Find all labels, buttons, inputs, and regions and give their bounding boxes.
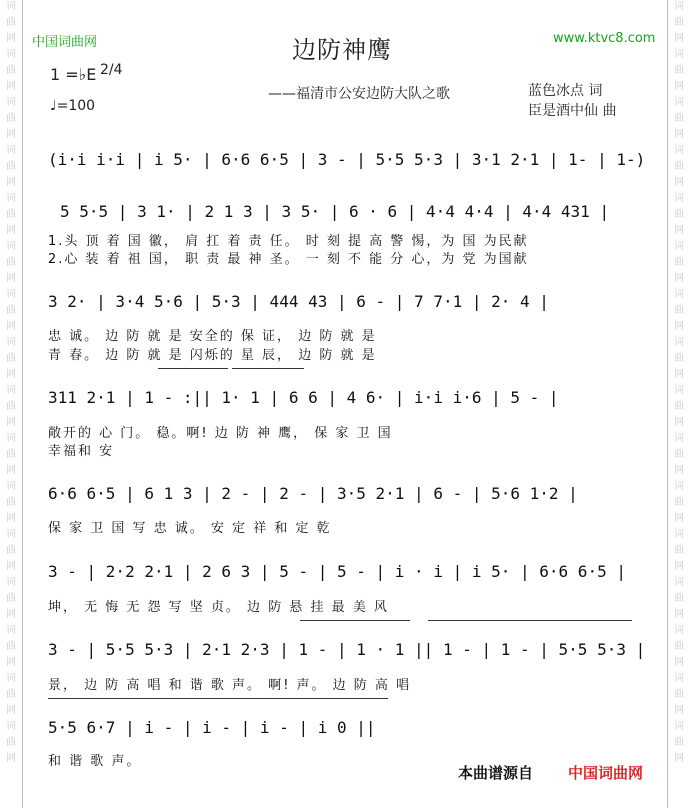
final-line-tie xyxy=(48,698,388,699)
tempo-marking: ♩=100 xyxy=(50,98,96,114)
watermark-char: 词 xyxy=(674,529,684,540)
watermark-char: 词 xyxy=(6,529,16,540)
watermark-char: 曲 xyxy=(674,449,684,460)
watermark-char: 词 xyxy=(674,385,684,396)
watermark-char: 曲 xyxy=(6,305,16,316)
score-line-3-notes: 3 2· | 3·4 5·6 | 5·3 | 444 43 | 6 - | 7 7·1 | 2· 4 | xyxy=(48,292,549,311)
watermark-char: 词 xyxy=(6,97,16,108)
watermark-char: 词 xyxy=(674,289,684,300)
watermark-char: 网 xyxy=(674,273,684,284)
watermark-char: 曲 xyxy=(674,401,684,412)
score-line-2-notes: 5 5·5 | 3 1· | 2 1 3 | 3 5· | 6 · 6 | 4·4 4·4 | 4·4 431 | xyxy=(60,202,610,221)
watermark-char: 曲 xyxy=(6,497,16,508)
watermark-char: 网 xyxy=(6,177,16,188)
watermark-char: 网 xyxy=(674,33,684,44)
watermark-char: 曲 xyxy=(674,689,684,700)
score-line-4-lyrics-1: 敞开的 心 门。 稳。啊! 边 防 神 鹰， 保 家 卫 国 xyxy=(48,426,393,441)
score-line-2-lyrics-1: 1.头 顶 着 国 徽， 肩 扛 着 责 任。 时 刻 提 高 警 惕，为 国 为民献 xyxy=(48,234,529,249)
watermark-char: 网 xyxy=(674,657,684,668)
time-signature: 2/4 xyxy=(100,62,123,78)
watermark-char: 曲 xyxy=(674,497,684,508)
score-line-3-lyrics-1: 忠 诚。 边 防 就 是 安全的 保 证， 边 防 就 是 xyxy=(48,329,377,344)
watermark-char: 曲 xyxy=(6,593,16,604)
volta-4-bracket xyxy=(428,620,632,621)
watermark-char: 曲 xyxy=(6,65,16,76)
source-label: 本曲谱源自 xyxy=(458,764,534,782)
watermark-char: 曲 xyxy=(6,209,16,220)
watermark-char: 网 xyxy=(674,753,684,764)
watermark-char: 网 xyxy=(6,513,16,524)
watermark-char: 网 xyxy=(674,465,684,476)
watermark-char: 词 xyxy=(6,673,16,684)
watermark-char: 网 xyxy=(6,33,16,44)
watermark-char: 曲 xyxy=(674,65,684,76)
key-signature: 1 =♭E xyxy=(50,65,97,84)
volta-3-bracket xyxy=(300,620,410,621)
watermark-char: 曲 xyxy=(6,689,16,700)
watermark-char: 词 xyxy=(6,625,16,636)
watermark-char: 词 xyxy=(6,337,16,348)
watermark-char: 曲 xyxy=(674,17,684,28)
score-line-4-notes: 311 2·1 | 1 - :|| 1· 1 | 6 6 | 4 6· | i·i i·6 | 5 - | xyxy=(48,388,559,407)
watermark-char: 词 xyxy=(6,241,16,252)
watermark-char: 词 xyxy=(674,481,684,492)
watermark-char: 网 xyxy=(674,321,684,332)
watermark-char: 词 xyxy=(6,145,16,156)
watermark-char: 曲 xyxy=(674,641,684,652)
watermark-char: 词 xyxy=(6,1,16,12)
watermark-char: 曲 xyxy=(6,737,16,748)
watermark-char: 网 xyxy=(6,273,16,284)
watermark-char: 曲 xyxy=(6,257,16,268)
score-line-8-lyrics: 和 谐 歌 声。 xyxy=(48,754,142,769)
site-url-right[interactable]: www.ktvc8.com xyxy=(553,31,656,46)
score-line-3-lyrics-2: 青 春。 边 防 就 是 闪烁的 星 辰， 边 防 就 是 xyxy=(48,348,377,363)
watermark-char: 网 xyxy=(6,81,16,92)
watermark-char: 词 xyxy=(6,49,16,60)
watermark-char: 曲 xyxy=(6,641,16,652)
watermark-char: 曲 xyxy=(674,113,684,124)
watermark-char: 网 xyxy=(6,465,16,476)
watermark-char: 曲 xyxy=(674,545,684,556)
watermark-char: 网 xyxy=(6,369,16,380)
score-line-1-notes: (i·i i·i | i 5· | 6·6 6·5 | 3 - | 5·5 5·3 | 3·1 2·1 | 1- | 1-) xyxy=(48,150,646,169)
watermark-char: 曲 xyxy=(6,449,16,460)
watermark-char: 曲 xyxy=(674,353,684,364)
watermark-char: 词 xyxy=(6,289,16,300)
watermark-char: 网 xyxy=(6,225,16,236)
watermark-char: 词 xyxy=(674,193,684,204)
watermark-char: 网 xyxy=(674,561,684,572)
watermark-char: 词 xyxy=(674,673,684,684)
watermark-char: 词 xyxy=(6,385,16,396)
watermark-char: 网 xyxy=(6,705,16,716)
watermark-char: 网 xyxy=(6,417,16,428)
watermark-char: 网 xyxy=(674,81,684,92)
watermark-char: 曲 xyxy=(674,209,684,220)
score-line-5-notes: 6·6 6·5 | 6 1 3 | 2 - | 2 - | 3·5 2·1 | 6 - | 5·6 1·2 | xyxy=(48,484,578,503)
watermark-char: 词 xyxy=(674,97,684,108)
composer-credit: 臣是酒中仙 曲 xyxy=(528,103,617,119)
watermark-char: 网 xyxy=(674,369,684,380)
watermark-char: 曲 xyxy=(674,305,684,316)
watermark-char: 网 xyxy=(6,561,16,572)
volta-1-bracket xyxy=(158,368,228,369)
lyricist-credit: 蓝色冰点 词 xyxy=(528,83,603,99)
watermark-char: 网 xyxy=(674,609,684,620)
watermark-char: 词 xyxy=(6,577,16,588)
score-line-6-lyrics: 坤， 无 悔 无 怨 写 坚 贞。 边 防 悬 挂 最 美 风 xyxy=(48,600,389,615)
watermark-char: 曲 xyxy=(674,257,684,268)
watermark-char: 网 xyxy=(6,657,16,668)
song-title: 边防神鹰 xyxy=(292,36,392,64)
watermark-char: 词 xyxy=(674,433,684,444)
score-line-4-lyrics-2: 幸福和 安 xyxy=(48,444,115,459)
watermark-char: 网 xyxy=(6,129,16,140)
watermark-char: 曲 xyxy=(674,593,684,604)
watermark-char: 网 xyxy=(674,513,684,524)
watermark-char: 网 xyxy=(674,705,684,716)
watermark-char: 词 xyxy=(674,337,684,348)
watermark-char: 曲 xyxy=(6,401,16,412)
score-line-6-notes: 3 - | 2·2 2·1 | 2 6 3 | 5 - | 5 - | i · i | i 5· | 6·6 6·5 | xyxy=(48,562,626,581)
score-line-5-lyrics: 保 家 卫 国 写 忠 诚。 安 定 祥 和 定 乾 xyxy=(48,521,332,536)
watermark-char: 词 xyxy=(6,481,16,492)
watermark-char: 网 xyxy=(6,609,16,620)
watermark-char: 词 xyxy=(6,721,16,732)
watermark-char: 词 xyxy=(674,625,684,636)
watermark-char: 词 xyxy=(6,193,16,204)
score-line-7-lyrics: 景， 边 防 高 唱 和 谐 歌 声。 啊! 声。 边 防 高 唱 xyxy=(48,678,412,693)
watermark-left xyxy=(0,0,22,808)
watermark-char: 曲 xyxy=(6,161,16,172)
watermark-right xyxy=(668,0,690,808)
watermark-char: 词 xyxy=(674,721,684,732)
watermark-char: 网 xyxy=(674,129,684,140)
score-line-7-notes: 3 - | 5·5 5·3 | 2·1 2·3 | 1 - | 1 · 1 || 1 - | 1 - | 5·5 5·3 | xyxy=(48,640,646,659)
watermark-char: 词 xyxy=(674,49,684,60)
watermark-char: 曲 xyxy=(6,545,16,556)
watermark-char: 网 xyxy=(674,177,684,188)
watermark-char: 网 xyxy=(6,753,16,764)
score-line-8-notes: 5·5 6·7 | i - | i - | i - | i 0 || xyxy=(48,718,376,737)
watermark-char: 词 xyxy=(674,577,684,588)
song-subtitle: ——福清市公安边防大队之歌 xyxy=(268,86,450,102)
watermark-char: 曲 xyxy=(674,161,684,172)
watermark-char: 网 xyxy=(674,417,684,428)
watermark-char: 词 xyxy=(674,1,684,12)
watermark-char: 曲 xyxy=(6,113,16,124)
watermark-char: 词 xyxy=(674,145,684,156)
watermark-char: 网 xyxy=(6,321,16,332)
watermark-char: 词 xyxy=(6,433,16,444)
watermark-char: 曲 xyxy=(6,353,16,364)
score-line-2-lyrics-2: 2.心 装 着 祖 国， 职 责 最 神 圣。 一 刻 不 能 分 心，为 党 为国献 xyxy=(48,252,529,267)
volta-2-bracket xyxy=(232,368,304,369)
watermark-char: 网 xyxy=(674,225,684,236)
site-name-left[interactable]: 中国词曲网 xyxy=(32,35,98,50)
watermark-char: 曲 xyxy=(674,737,684,748)
watermark-char: 曲 xyxy=(6,17,16,28)
watermark-char: 词 xyxy=(674,241,684,252)
source-site-link[interactable]: 中国词曲网 xyxy=(568,764,644,782)
